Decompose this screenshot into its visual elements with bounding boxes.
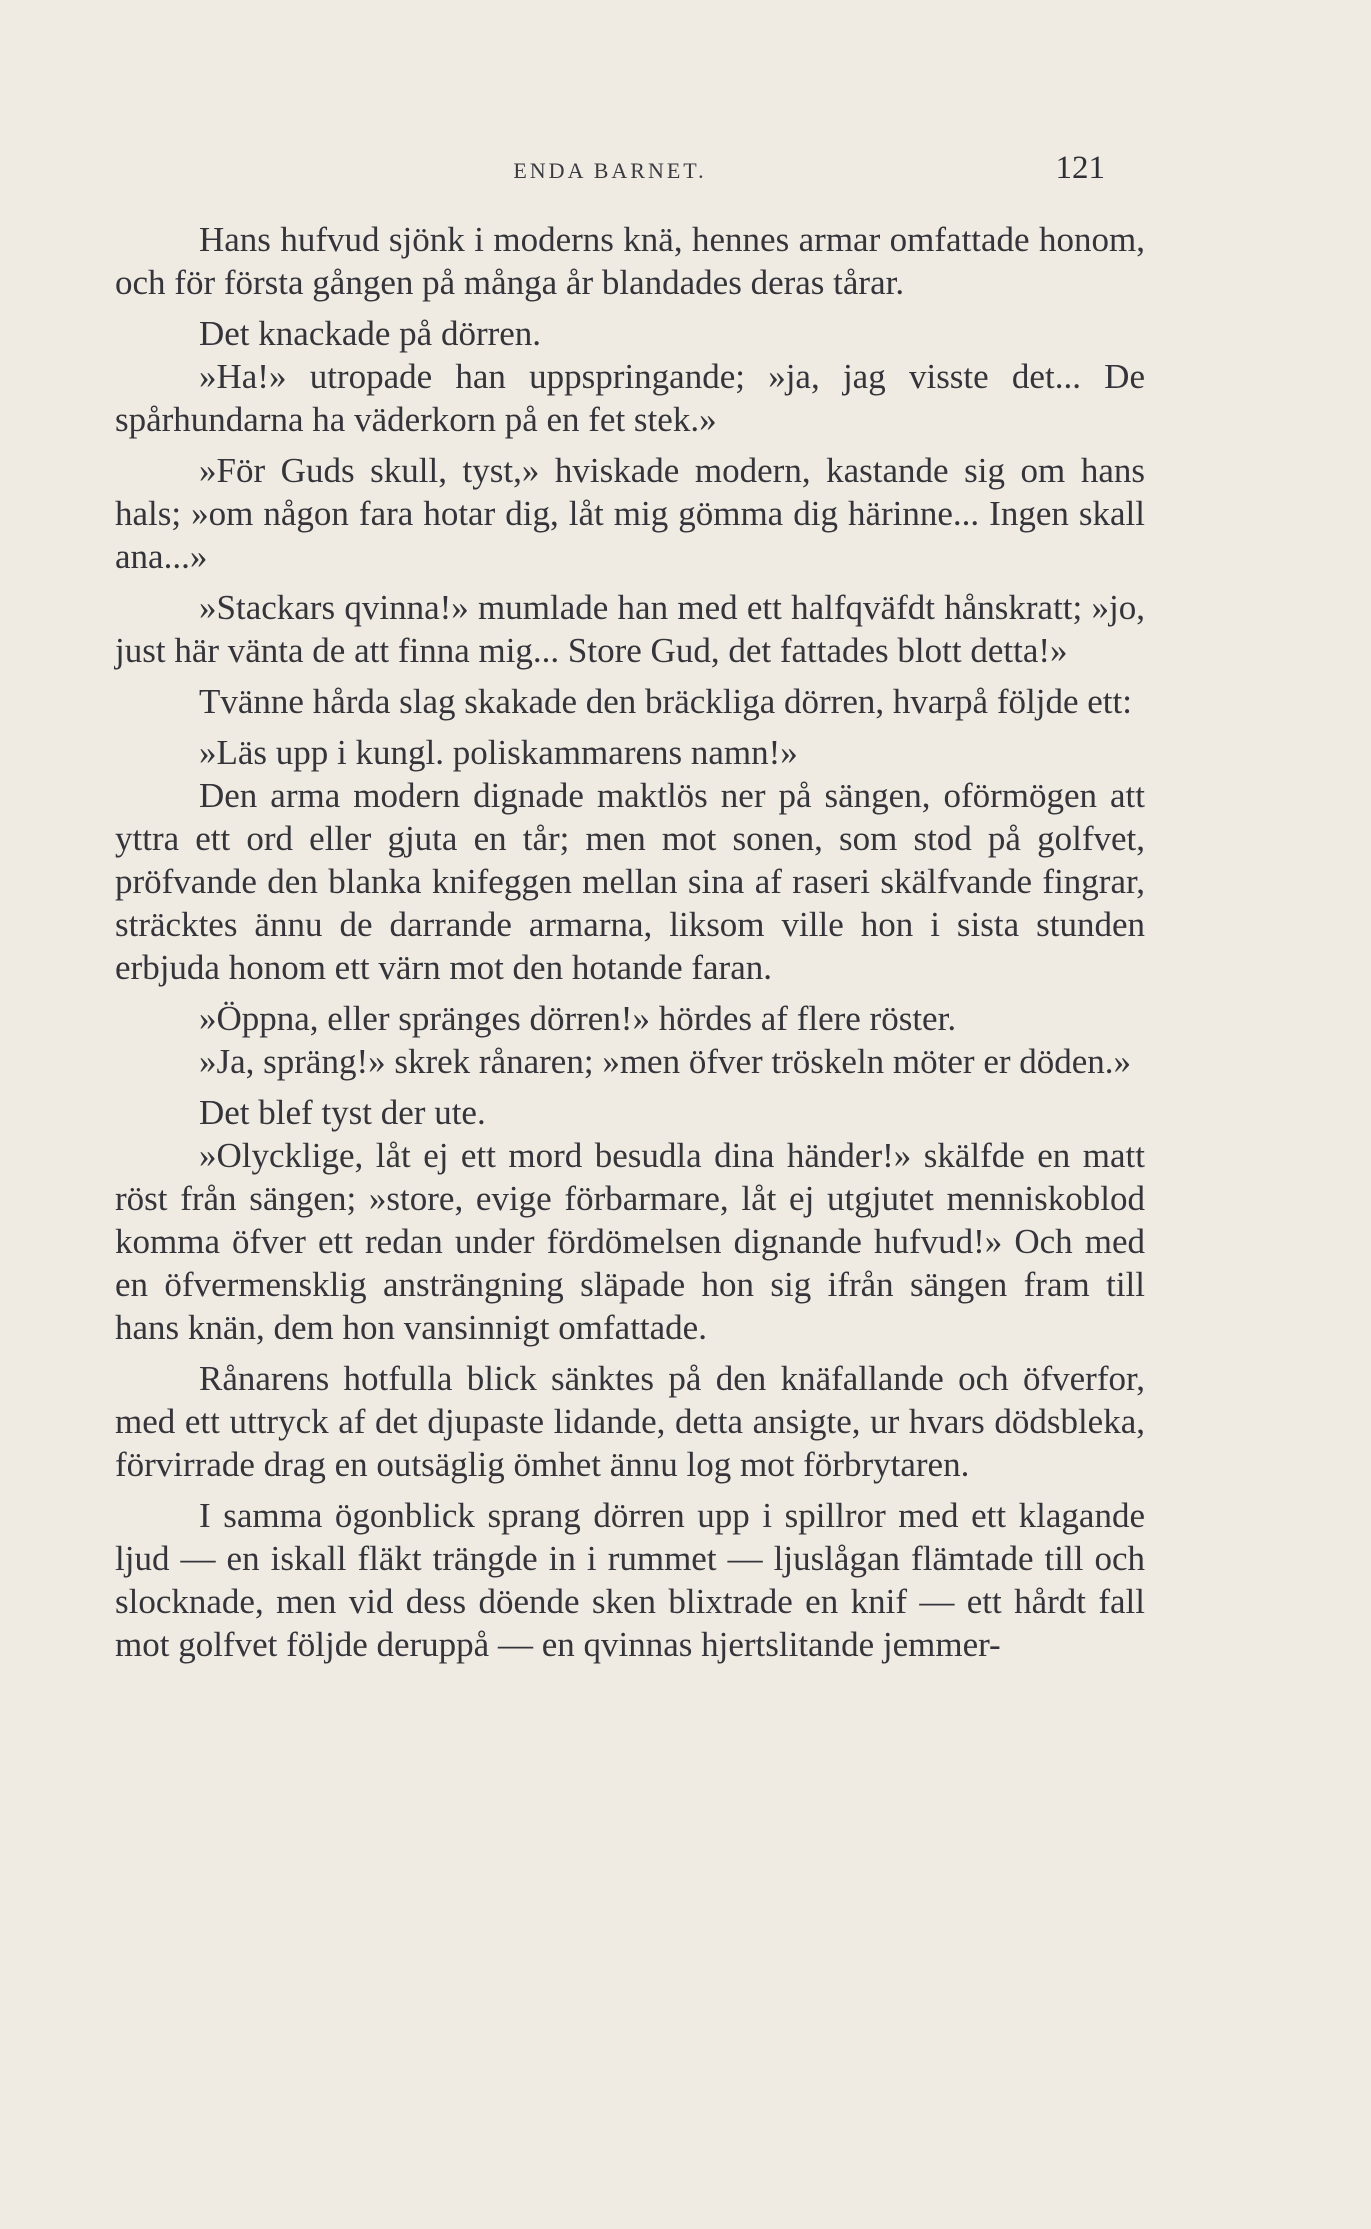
paragraph: »Läs upp i kungl. poliskammarens namn!»	[199, 733, 798, 772]
paragraph: I samma ögonblick sprang dörren upp i spillror med ett klagande ljud — en iskall fläkt trängde in i rummet — ljuslågan flämtade till och slocknade, men vid dess döende sken blixtrade en knif — ett hårdt fall mot golfvet följde deruppå — en qvinnas hjertslitande jemmer-	[115, 1496, 1145, 1664]
paragraph: »Öppna, eller spränges dörren!» hördes af flere röster.	[199, 999, 957, 1038]
body-text	[115, 218, 1145, 1666]
paragraph: Det knackade på dörren.	[199, 314, 542, 353]
paragraph: »Stackars qvinna!» mumlade han med ett halfqväfdt hånskratt; »jo, just här vänta de att finna mig... Store Gud, det fattades blott detta!»	[115, 588, 1145, 670]
page-header	[115, 150, 1105, 190]
paragraph: Den arma modern dignade maktlös ner på sängen, oförmögen att yttra ett ord eller gjuta en tår; men mot sonen, som stod på golfvet, pröfvande den blanka knifeggen mellan sina af raseri skälfvande fingrar, sträcktes ännu de darrande armarna, liksom ville hon i sista stunden erbjuda honom ett värn mot den hotande faran.	[115, 776, 1145, 987]
paragraph: »Olycklige, låt ej ett mord besudla dina händer!» skälfde en matt röst från sängen; »store, evige förbarmare, låt ej utgjutet menniskoblod komma öfver ett redan under fördömelsen dignande hufvud!» Och med en öfvermensklig ansträngning släpade hon sig ifrån sängen fram till hans knän, dem hon vansinnigt omfattade.	[115, 1136, 1145, 1347]
paragraph: »Ja, spräng!» skrek rånaren; »men öfver tröskeln möter er döden.»	[199, 1042, 1132, 1081]
paragraph: Rånarens hotfulla blick sänktes på den knäfallande och öfverfor, med ett uttryck af det djupaste lidande, detta ansigte, ur hvars dödsbleka, förvirrade drag en outsäglig ömhet ännu log mot förbrytaren.	[115, 1359, 1145, 1484]
paragraph: Tvänne hårda slag skakade den bräckliga dörren, hvarpå följde ett:	[199, 682, 1132, 721]
paragraph: »Ha!» utropade han uppspringande; »ja, jag visste det... De spårhundarna ha väderkorn på en fet stek.»	[115, 357, 1145, 439]
paragraph: Hans hufvud sjönk i moderns knä, hennes armar omfattade honom, och för första gången på många år blandades deras tårar.	[115, 220, 1145, 302]
paragraph: Det blef tyst der ute.	[199, 1093, 486, 1132]
page-number: 121	[1055, 150, 1105, 186]
running-title: ENDA BARNET.	[513, 158, 707, 183]
paragraph: »För Guds skull, tyst,» hviskade modern, kastande sig om hans hals; »om någon fara hotar dig, låt mig gömma dig härinne... Ingen skall ana...»	[115, 451, 1145, 576]
